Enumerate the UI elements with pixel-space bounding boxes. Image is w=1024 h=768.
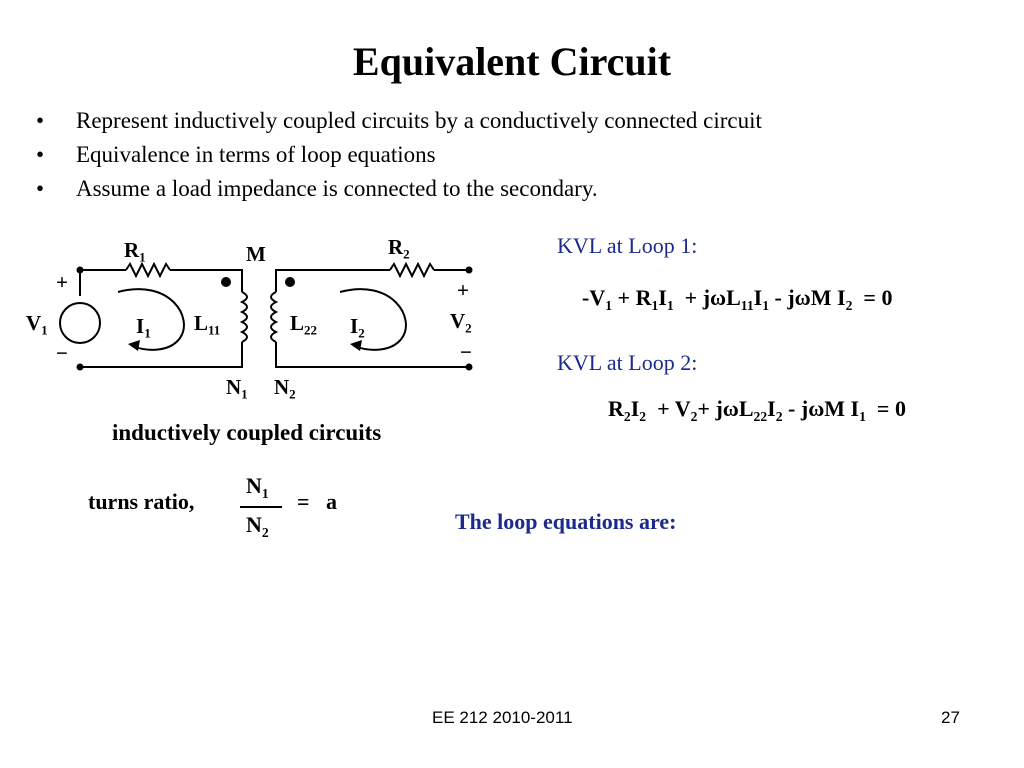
equation-subscript: 2 — [690, 408, 698, 424]
kvl2-equation — [608, 396, 906, 425]
label-m: M — [246, 242, 266, 266]
equation-text: - jωM I — [782, 396, 860, 421]
label-l11: $L_{11}$ — [194, 311, 221, 338]
equation-text: + jωL — [697, 396, 754, 421]
turns-ratio-denominator: $N_2$ — [246, 512, 269, 540]
loop-current-i1-arrow — [118, 289, 184, 350]
bullet-dot: • — [36, 108, 45, 133]
label-i2: $I_2$ — [350, 314, 365, 341]
equation-subscript: 22 — [753, 408, 768, 424]
label-r2: $R_2$ — [388, 235, 410, 262]
equation-subscript: 2 — [623, 408, 631, 424]
equation-subscript: 1 — [859, 408, 866, 424]
equation-subscript: 1 — [762, 297, 770, 313]
bullet-text: Equivalence in terms of loop equations — [76, 142, 436, 167]
equation-subscript: 1 — [666, 297, 674, 313]
label-n2: $N_2$ — [274, 375, 296, 402]
bullet-dot: • — [36, 142, 45, 167]
turns-ratio-numerator: $N_1$ — [246, 473, 269, 501]
equation-subscript: 1 — [605, 297, 613, 313]
equation-subscript: 11 — [740, 297, 754, 313]
secondary-bottom-wire — [276, 342, 469, 367]
equation-text: = 0 — [852, 285, 893, 310]
label-v2: $V_2$ — [450, 309, 472, 336]
equation-text: + V — [646, 396, 691, 421]
loop-equations-label: The loop equations are: — [455, 509, 677, 534]
kvl2-heading: KVL at Loop 2: — [557, 350, 698, 375]
equation-subscript: 1 — [651, 297, 659, 313]
circuit-caption: inductively coupled circuits — [112, 420, 382, 445]
primary-top-wire-right — [170, 270, 242, 292]
bullet-text: Represent inductively coupled circuits by a conductively connected circuit — [76, 108, 762, 133]
kvl1-equation — [582, 285, 892, 314]
equation-text: I — [753, 285, 763, 310]
fraction-bar — [240, 506, 282, 508]
label-minus-v2: − — [460, 340, 472, 364]
equation-subscript: 2 — [775, 408, 783, 424]
terminal-dot — [77, 267, 84, 274]
loop-current-i2-arrowhead — [350, 340, 362, 351]
turns-ratio-value: a — [326, 489, 337, 514]
inductor-l11-coil — [242, 292, 247, 342]
equation-text: + jωL — [673, 285, 741, 310]
polarity-dot-secondary — [285, 277, 295, 287]
inductor-l22-coil — [271, 292, 276, 342]
equation-text: -V — [582, 285, 606, 310]
primary-bottom-wire — [80, 342, 242, 367]
label-r1: $R_1$ — [124, 238, 146, 265]
resistor-r1-zigzag — [126, 264, 170, 276]
source-v1-circle — [60, 303, 100, 343]
kvl1-heading: KVL at Loop 1: — [557, 233, 698, 258]
terminal-dot — [466, 267, 473, 274]
equation-text: I — [658, 285, 667, 310]
label-plus-v1: + — [56, 270, 68, 294]
terminal-dot — [77, 364, 84, 371]
label-minus-v1: − — [56, 341, 68, 365]
equation-text: + R — [612, 285, 652, 310]
slide-title: Equivalent Circuit — [352, 39, 672, 84]
loop-current-i1-arrowhead — [128, 340, 140, 351]
equation-text: I — [630, 396, 640, 421]
equation-text: - jωM I — [769, 285, 846, 310]
label-l22: $L_{22}$ — [290, 311, 318, 338]
resistor-r2-zigzag — [390, 264, 434, 276]
equation-subscript: 2 — [845, 297, 853, 313]
equation-subscript: 2 — [639, 408, 647, 424]
footer-page-number: 27 — [941, 708, 960, 727]
bullet-text: Assume a load impedance is connected to the secondary. — [76, 176, 598, 201]
label-v1: $V_1$ — [26, 311, 48, 338]
label-n1: $N_1$ — [226, 375, 248, 402]
bullet-dot: • — [36, 176, 45, 201]
polarity-dot-primary — [221, 277, 231, 287]
turns-ratio-label: turns ratio, — [88, 489, 195, 514]
equation-text: R — [608, 396, 624, 421]
turns-ratio-equals: = — [297, 489, 310, 514]
label-plus-v2: + — [457, 278, 469, 302]
label-i1: $I_1$ — [136, 314, 151, 341]
equation-text: = 0 — [865, 396, 906, 421]
equation-text: I — [767, 396, 776, 421]
footer-course: EE 212 2010-2011 — [432, 708, 573, 727]
